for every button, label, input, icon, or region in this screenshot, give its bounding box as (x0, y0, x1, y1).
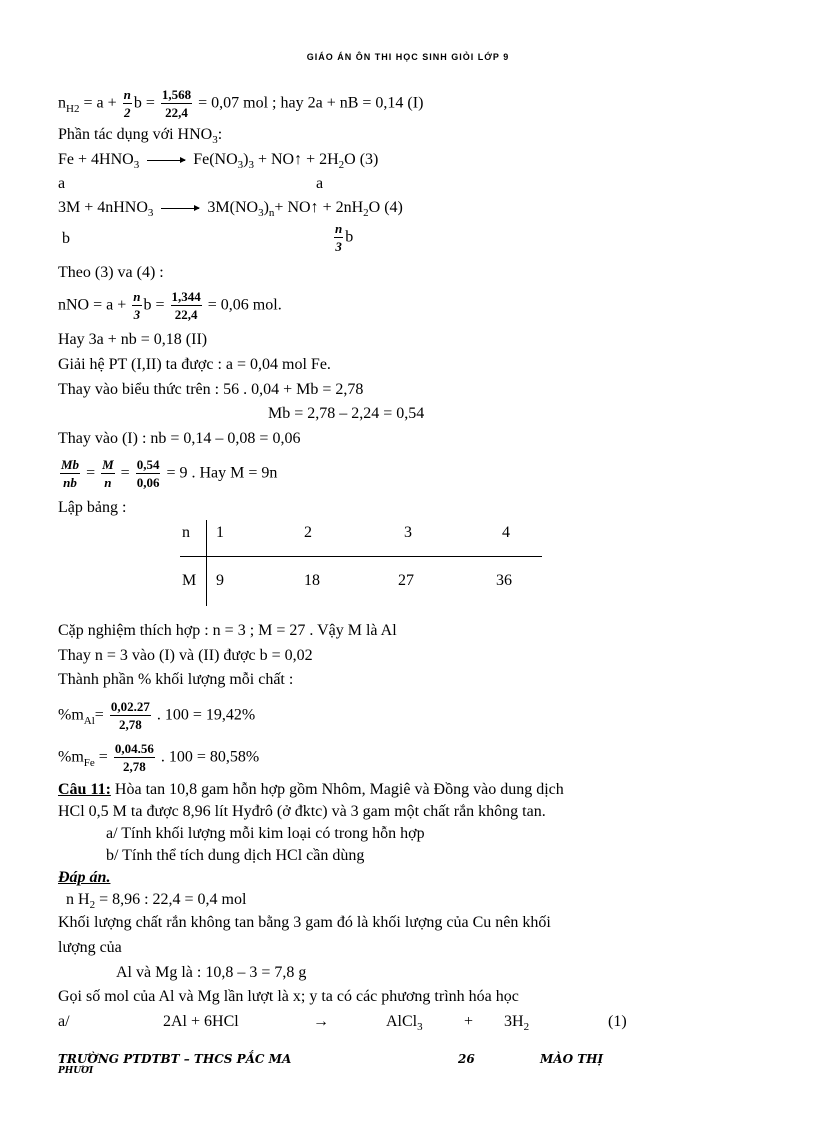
fraction: $\frac{n}{3}$ (133, 289, 141, 322)
line-luong-cua: lượng của (58, 939, 122, 956)
line-hay: Hay 3a + nb = 0,18 (II) (58, 331, 208, 348)
question-11-cont: HCl 0,5 M ta được 8,96 lít Hyđrô (ở đktc) và 3 gam một chất rắn không tan. (58, 803, 546, 820)
answer-heading: Đáp án. (58, 869, 111, 886)
line-al-mg: Al và Mg là : 10,8 – 3 = 7,8 g (116, 964, 307, 981)
line-nno: nNO = a + $\frac{n}{3}$ b = $\frac{1,344}{22,4}$ = 0,06 mol. (58, 289, 282, 322)
line-thay-vao-i: Thay vào (I) : nb = 0,14 – 0,08 = 0,06 (58, 430, 301, 447)
table-cell: 3 (404, 524, 412, 541)
question-label: Câu 11: (58, 781, 111, 798)
up-arrow-icon: ↑ (294, 151, 303, 168)
fraction: $\frac{0,02.27}{2,78}$ (110, 699, 150, 732)
footer-author: MÀO THỊ (540, 1052, 604, 1066)
line-nh2-answer: n $H_2 = 8,96$ : 22,4 = 0,4 mol (66, 891, 247, 912)
table-cell: 27 (398, 572, 414, 589)
line-thay-vao: Thay vào biểu thức trên : 56 . 0,04 + Mb = 2,78 (58, 381, 364, 398)
question-part-b: b/ Tính thể tích dung dịch HCl cần dùng (106, 847, 365, 864)
fraction: $\frac{1,344}{22,4}$ (171, 289, 201, 322)
line-cap-nghiem: Cặp nghiệm thích hợp : n = 3 ; M = 27 . Vậy M là Al (58, 622, 397, 639)
fraction: $\frac{Mb}{nb}$ (61, 457, 80, 490)
table-cell: 4 (502, 524, 510, 541)
table-cell: 2 (304, 524, 312, 541)
line-giai-he: Giải hệ PT (I,II) ta được : a = 0,04 mol Fe. (58, 356, 331, 373)
reaction-arrow-icon (147, 160, 185, 161)
table-vertical-line (206, 520, 207, 606)
line-percent-al: $\%m_{Al}=$ $\frac{0,02.27}{2,78}$ . 100 = 19,42% (58, 699, 256, 732)
table-cell: 9 (216, 572, 224, 589)
line-ratio: $\frac{Mb}{nb}$ = $\frac{M}{n}$ = $\frac{0,54}{0,06}$ = 9 . Hay M = 9n (61, 457, 278, 490)
line-nh2: $n_{H2} = a$ + $\frac{n}{2}$ b = $\frac{1,568}{22,4}$ = 0,07 mol ; hay 2a + nB = 0,14 (I) (58, 87, 424, 120)
footer-page-number: 26 (458, 1052, 475, 1066)
equation-3: $Fe + 4HNO_3$ $Fe(NO_3)_3$ + NO↑ + $2H_2O$ (3) (58, 151, 379, 172)
line-mb: Mb = 2,78 – 2,24 = 0,54 (268, 405, 425, 422)
line-coeff-a: a a (58, 175, 324, 192)
line-thay-n: Thay n = 3 vào (I) và (II) được b = 0,02 (58, 647, 313, 664)
question-part-a: a/ Tính khối lượng mỗi kim loại có trong hỗn hợp (106, 825, 425, 842)
line-thanh-phan: Thành phần % khối lượng mỗi chất : (58, 671, 294, 688)
row-label-n: n (182, 524, 190, 541)
line-lap-bang: Lập bảng : (58, 499, 127, 516)
line-theo: Theo (3) va (4) : (58, 264, 164, 281)
fraction: $\frac{n}{3}$ (335, 221, 343, 254)
up-arrow-icon: ↑ (310, 199, 319, 216)
table-cell: 36 (496, 572, 512, 589)
footer-school-cont: PHƯƠI (58, 1066, 94, 1076)
footer-school: TRƯỜNG PTDTBT – THCS PẮC MA (58, 1052, 292, 1066)
table-cell: 1 (216, 524, 224, 541)
fraction: $\frac{M}{n}$ (102, 457, 114, 490)
table-horizontal-line (180, 556, 542, 557)
fraction: $\frac{0,04.56}{2,78}$ (114, 741, 154, 774)
question-11: Câu 11: Hòa tan 10,8 gam hỗn hợp gồm Nhôm, Magiê và Đồng vào dung dịch (58, 781, 564, 798)
reaction-arrow-icon (161, 208, 199, 209)
line-goi-so-mol: Gọi số mol của Al và Mg lần lượt là x; y ta có các phương trình hóa học (58, 988, 519, 1005)
fraction: $\frac{1,568}{22,4}$ (161, 87, 192, 120)
line-khoi-luong: Khối lượng chất rắn không tan bằng 3 gam đó là khối lượng của Cu nên khối (58, 914, 551, 931)
value-table (180, 518, 542, 606)
line-percent-fe: $\%m_{Fe}$ = $\frac{0,04.56}{2,78}$ . 100 = 80,58% (58, 741, 260, 774)
line-hno3-part: Phần tác dụng với $HNO_3$: (58, 126, 223, 147)
right-arrow-icon: → (313, 1013, 329, 1030)
fraction: $\frac{0,54}{0,06}$ (136, 457, 160, 490)
table-cell: 18 (304, 572, 320, 589)
equation-4: 3M + 4nHNO$_3$ $3M(NO_3)_n+$ NO↑ + $2nH_2O$ (4) (58, 199, 403, 220)
row-label-m: M (182, 572, 197, 589)
fraction: $\frac{n}{2}$ (123, 87, 131, 120)
page-header: GIÁO ÁN ÔN THI HỌC SINH GIỎI LỚP 9 (306, 52, 510, 62)
